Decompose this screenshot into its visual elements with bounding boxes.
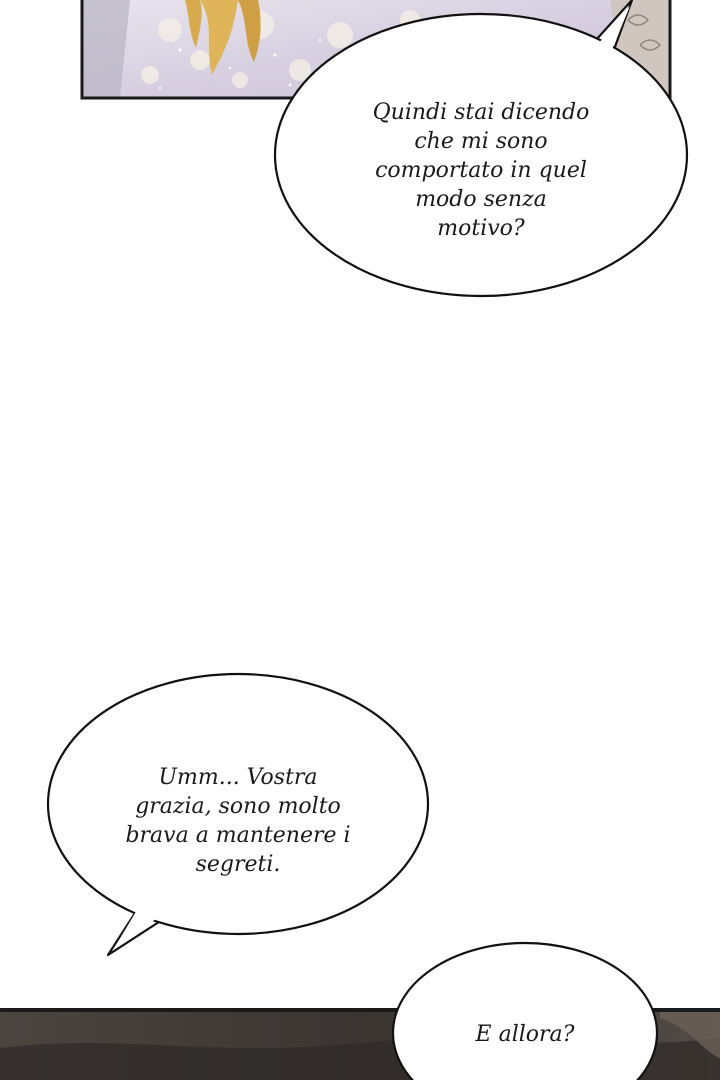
bubble-line: modo senza (415, 186, 547, 212)
bubble-line: segreti. (195, 851, 281, 877)
speech-bubble-3-text (430, 1012, 620, 1056)
bubble-line: che mi sono (414, 128, 548, 154)
bubble-line: brava a mantenere i (125, 822, 351, 848)
bubble-line: grazia, sono molto (135, 793, 341, 819)
bubble-line: Umm... Vostra (158, 764, 318, 790)
speech-bubble-3 (385, 935, 670, 1080)
speech-bubble-1-text (330, 90, 632, 250)
bubble-line: comportato in quel (375, 157, 587, 183)
bubble-line: motivo? (437, 215, 525, 241)
bubble-line: E allora? (475, 1021, 575, 1047)
speech-bubble-2-text (90, 758, 386, 883)
bubble-line: Quindi stai dicendo (372, 99, 590, 125)
